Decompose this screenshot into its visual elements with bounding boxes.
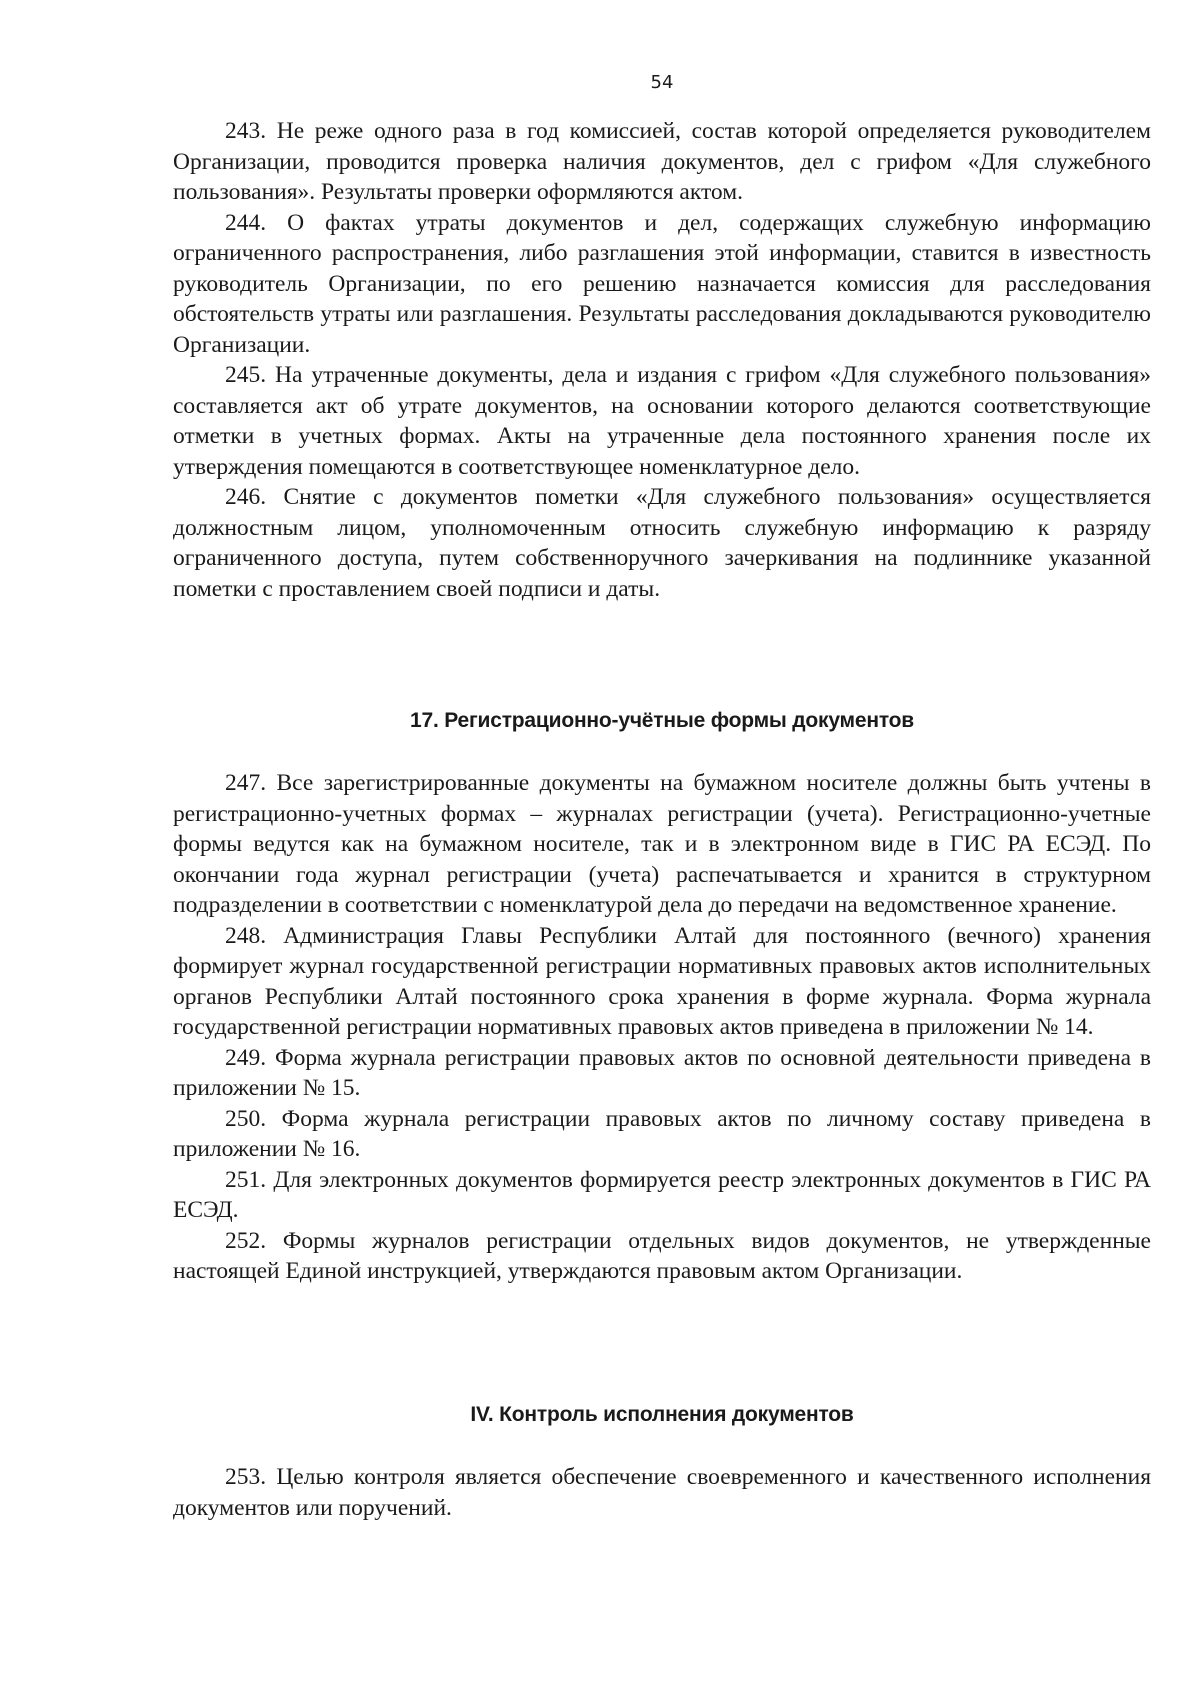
paragraph-251: 251. Для электронных документов формируется реестр электронных документов в ГИС РА ЕСЭД. [173, 1166, 1151, 1223]
section-iv-heading: IV. Контроль исполнения документов [470, 1403, 854, 1426]
paragraph-252: 252. Формы журналов регистрации отдельных видов документов, не утвержденные настоящей Единой инструкцией, утверждаются правовым актом Организации. [173, 1227, 1151, 1284]
paragraph-245: 245. На утраченные документы, дела и издания с грифом «Для служебного пользования» составляется акт об утрате документов, на основании которого делаются соответствующие отметки в учетных формах. Акты на утраченные дела постоянного хранения после их утверждения помещаются в соответствующее номенклатурное дело. [173, 362, 1151, 480]
paragraph-244: 244. О фактах утраты документов и дел, содержащих служебную информацию ограниченного распространения, либо разглашения этой информации, ставится в известность руководитель Организации, по его решению назначается комиссия для расследования обстоятельств утраты или разглашения. Результаты расследования докладываются руководителю Организации. [173, 209, 1151, 358]
paragraph-250: 250. Форма журнала регистрации правовых актов по личному составу приведена в приложении № 16. [173, 1105, 1151, 1162]
section-17-heading: 17. Регистрационно-учётные формы документов [409, 709, 914, 732]
paragraph-243: 243. Не реже одного раза в год комиссией, состав которой определяется руководителем Организации, проводится проверка наличия документов, дел с грифом «Для служебного пользования». Результаты проверки оформляются актом. [173, 118, 1151, 205]
section-secret-docs [173, 116, 1151, 604]
paragraph-246: 246. Снятие с документов пометки «Для служебного пользования» осуществляется должностным лицом, уполномоченным относить служебную информацию к разряду ограниченного доступа, путем собственноручного зачеркивания на подлиннике указанной пометки с проставлением своей подписи и даты. [173, 484, 1151, 602]
section-17 [173, 768, 1151, 1287]
paragraph-249: 249. Форма журнала регистрации правовых актов по основной деятельности приведена в приложении № 15. [173, 1044, 1151, 1101]
paragraph-247: 247. Все зарегистрированные документы на бумажном носителе должны быть учтены в регистрационно-учетных формах – журналах регистрации (учета). Регистрационно-учетные формы ведутся как на бумажном носителе, так и в электронном виде в ГИС РА ЕСЭД. По окончании года журнал регистрации (учета) распечатывается и хранится в структурном подразделении в соответствии с номенклатурой дела до передачи на ведомственное хранение. [173, 770, 1151, 918]
section-iv [173, 1462, 1151, 1523]
page-number: 54 [650, 72, 674, 93]
paragraph-253: 253. Целью контроля является обеспечение своевременного и качественного исполнения документов или поручений. [173, 1464, 1151, 1521]
paragraph-248: 248. Администрация Главы Республики Алтай для постоянного (вечного) хранения формирует журнал государственной регистрации нормативных правовых актов исполнительных органов Республики Алтай постоянного срока хранения в форме журнала. Форма журнала государственной регистрации нормативных правовых актов приведена в приложении № 14. [173, 922, 1151, 1040]
